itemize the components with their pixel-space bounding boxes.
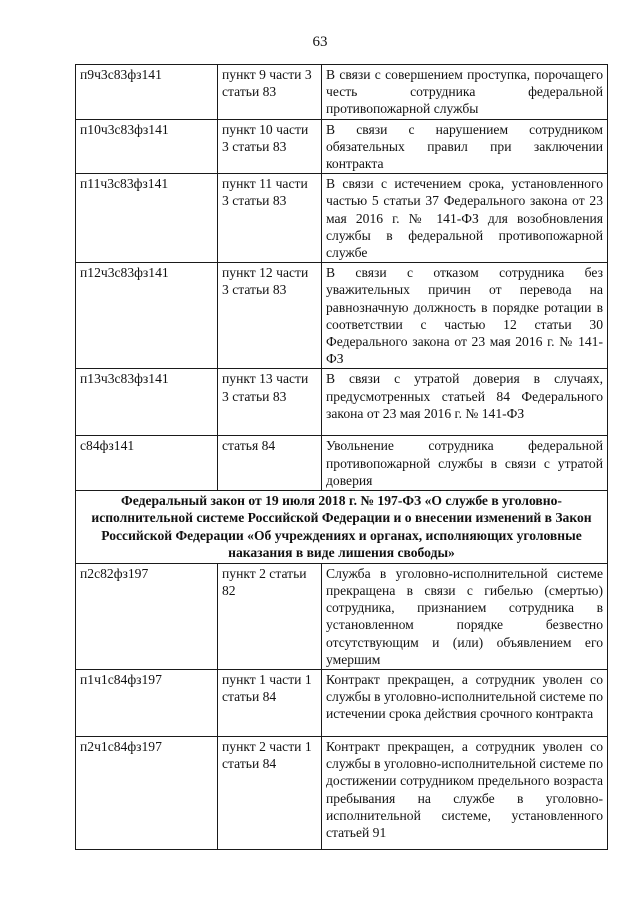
point-cell: пункт 9 части 3 статьи 83 — [218, 65, 322, 120]
description-cell: В связи с истечением срока, установленного частью 5 статьи 37 Федерального закона от 23 мая 2016 г. № 141-ФЗ для возобновления службы в федеральной противопожарной службе — [322, 174, 608, 263]
code-cell: п1ч1с84фз197 — [76, 669, 218, 736]
point-cell: статья 84 — [218, 436, 322, 491]
description-cell: Увольнение сотрудника федеральной противопожарной службы в связи с утратой доверия — [322, 436, 608, 491]
table-row — [76, 263, 608, 369]
description-cell: Контракт прекращен, а сотрудник уволен со службы в уголовно-исполнительной системе по достижении сотрудником предельного возраста пребывания на службе в уголовно-исполнительной системе, установленного статьей 91 — [322, 736, 608, 849]
table-row — [76, 669, 608, 736]
code-cell: п12ч3с83фз141 — [76, 263, 218, 369]
page-number: 63 — [312, 34, 328, 50]
table-row — [76, 369, 608, 436]
code-cell: п9ч3с83фз141 — [76, 65, 218, 120]
description-cell: В связи с нарушением сотрудником обязательных правил при заключении контракта — [322, 119, 608, 174]
description-cell: В связи с отказом сотрудника без уважительных причин от перевода на равнозначную должность в порядке ротации в соответствии с частью 12 статьи 30 Федерального закона от 23 мая 2016 г. № 141-ФЗ — [322, 263, 608, 369]
point-cell: пункт 2 части 1 статьи 84 — [218, 736, 322, 849]
description-cell: В связи с утратой доверия в случаях, предусмотренных статьей 84 Федерального закона от 23 мая 2016 г. № 141-ФЗ — [322, 369, 608, 436]
point-cell: пункт 1 части 1 статьи 84 — [218, 669, 322, 736]
document-table — [75, 64, 608, 850]
code-cell: с84фз141 — [76, 436, 218, 491]
point-cell: пункт 13 части 3 статьи 83 — [218, 369, 322, 436]
point-cell: пункт 12 части 3 статьи 83 — [218, 263, 322, 369]
code-cell: п2ч1с84фз197 — [76, 736, 218, 849]
code-cell: п13ч3с83фз141 — [76, 369, 218, 436]
table-row — [76, 736, 608, 849]
point-cell: пункт 2 статьи 82 — [218, 563, 322, 669]
code-cell: п2с82фз197 — [76, 563, 218, 669]
section-row — [76, 491, 608, 564]
table-row — [76, 65, 608, 120]
code-cell: п10ч3с83фз141 — [76, 119, 218, 174]
description-cell: В связи с совершением проступка, порочащего честь сотрудника федеральной противопожарной службы — [322, 65, 608, 120]
table-row — [76, 174, 608, 263]
description-cell: Служба в уголовно-исполнительной системе прекращена в связи с гибелью (смертью) сотрудника, признанием сотрудника в установленном порядке безвестно отсутствующим и (или) объявлением его умершим — [322, 563, 608, 669]
code-cell: п11ч3с83фз141 — [76, 174, 218, 263]
table-row — [76, 563, 608, 669]
point-cell: пункт 10 части 3 статьи 83 — [218, 119, 322, 174]
description-cell: Контракт прекращен, а сотрудник уволен со службы в уголовно-исполнительной системе по истечении срока действия срочного контракта — [322, 669, 608, 736]
point-cell: пункт 11 части 3 статьи 83 — [218, 174, 322, 263]
table-row — [76, 436, 608, 491]
table-row — [76, 119, 608, 174]
section-heading: Федеральный закон от 19 июля 2018 г. № 197-ФЗ «О службе в уголовно-исполнительной системе Российской Федерации и о внесении изменений в Закон Российской Федерации «Об учреждениях и органах, исполняющих уголовные наказания в виде лишения свободы» — [76, 491, 608, 564]
